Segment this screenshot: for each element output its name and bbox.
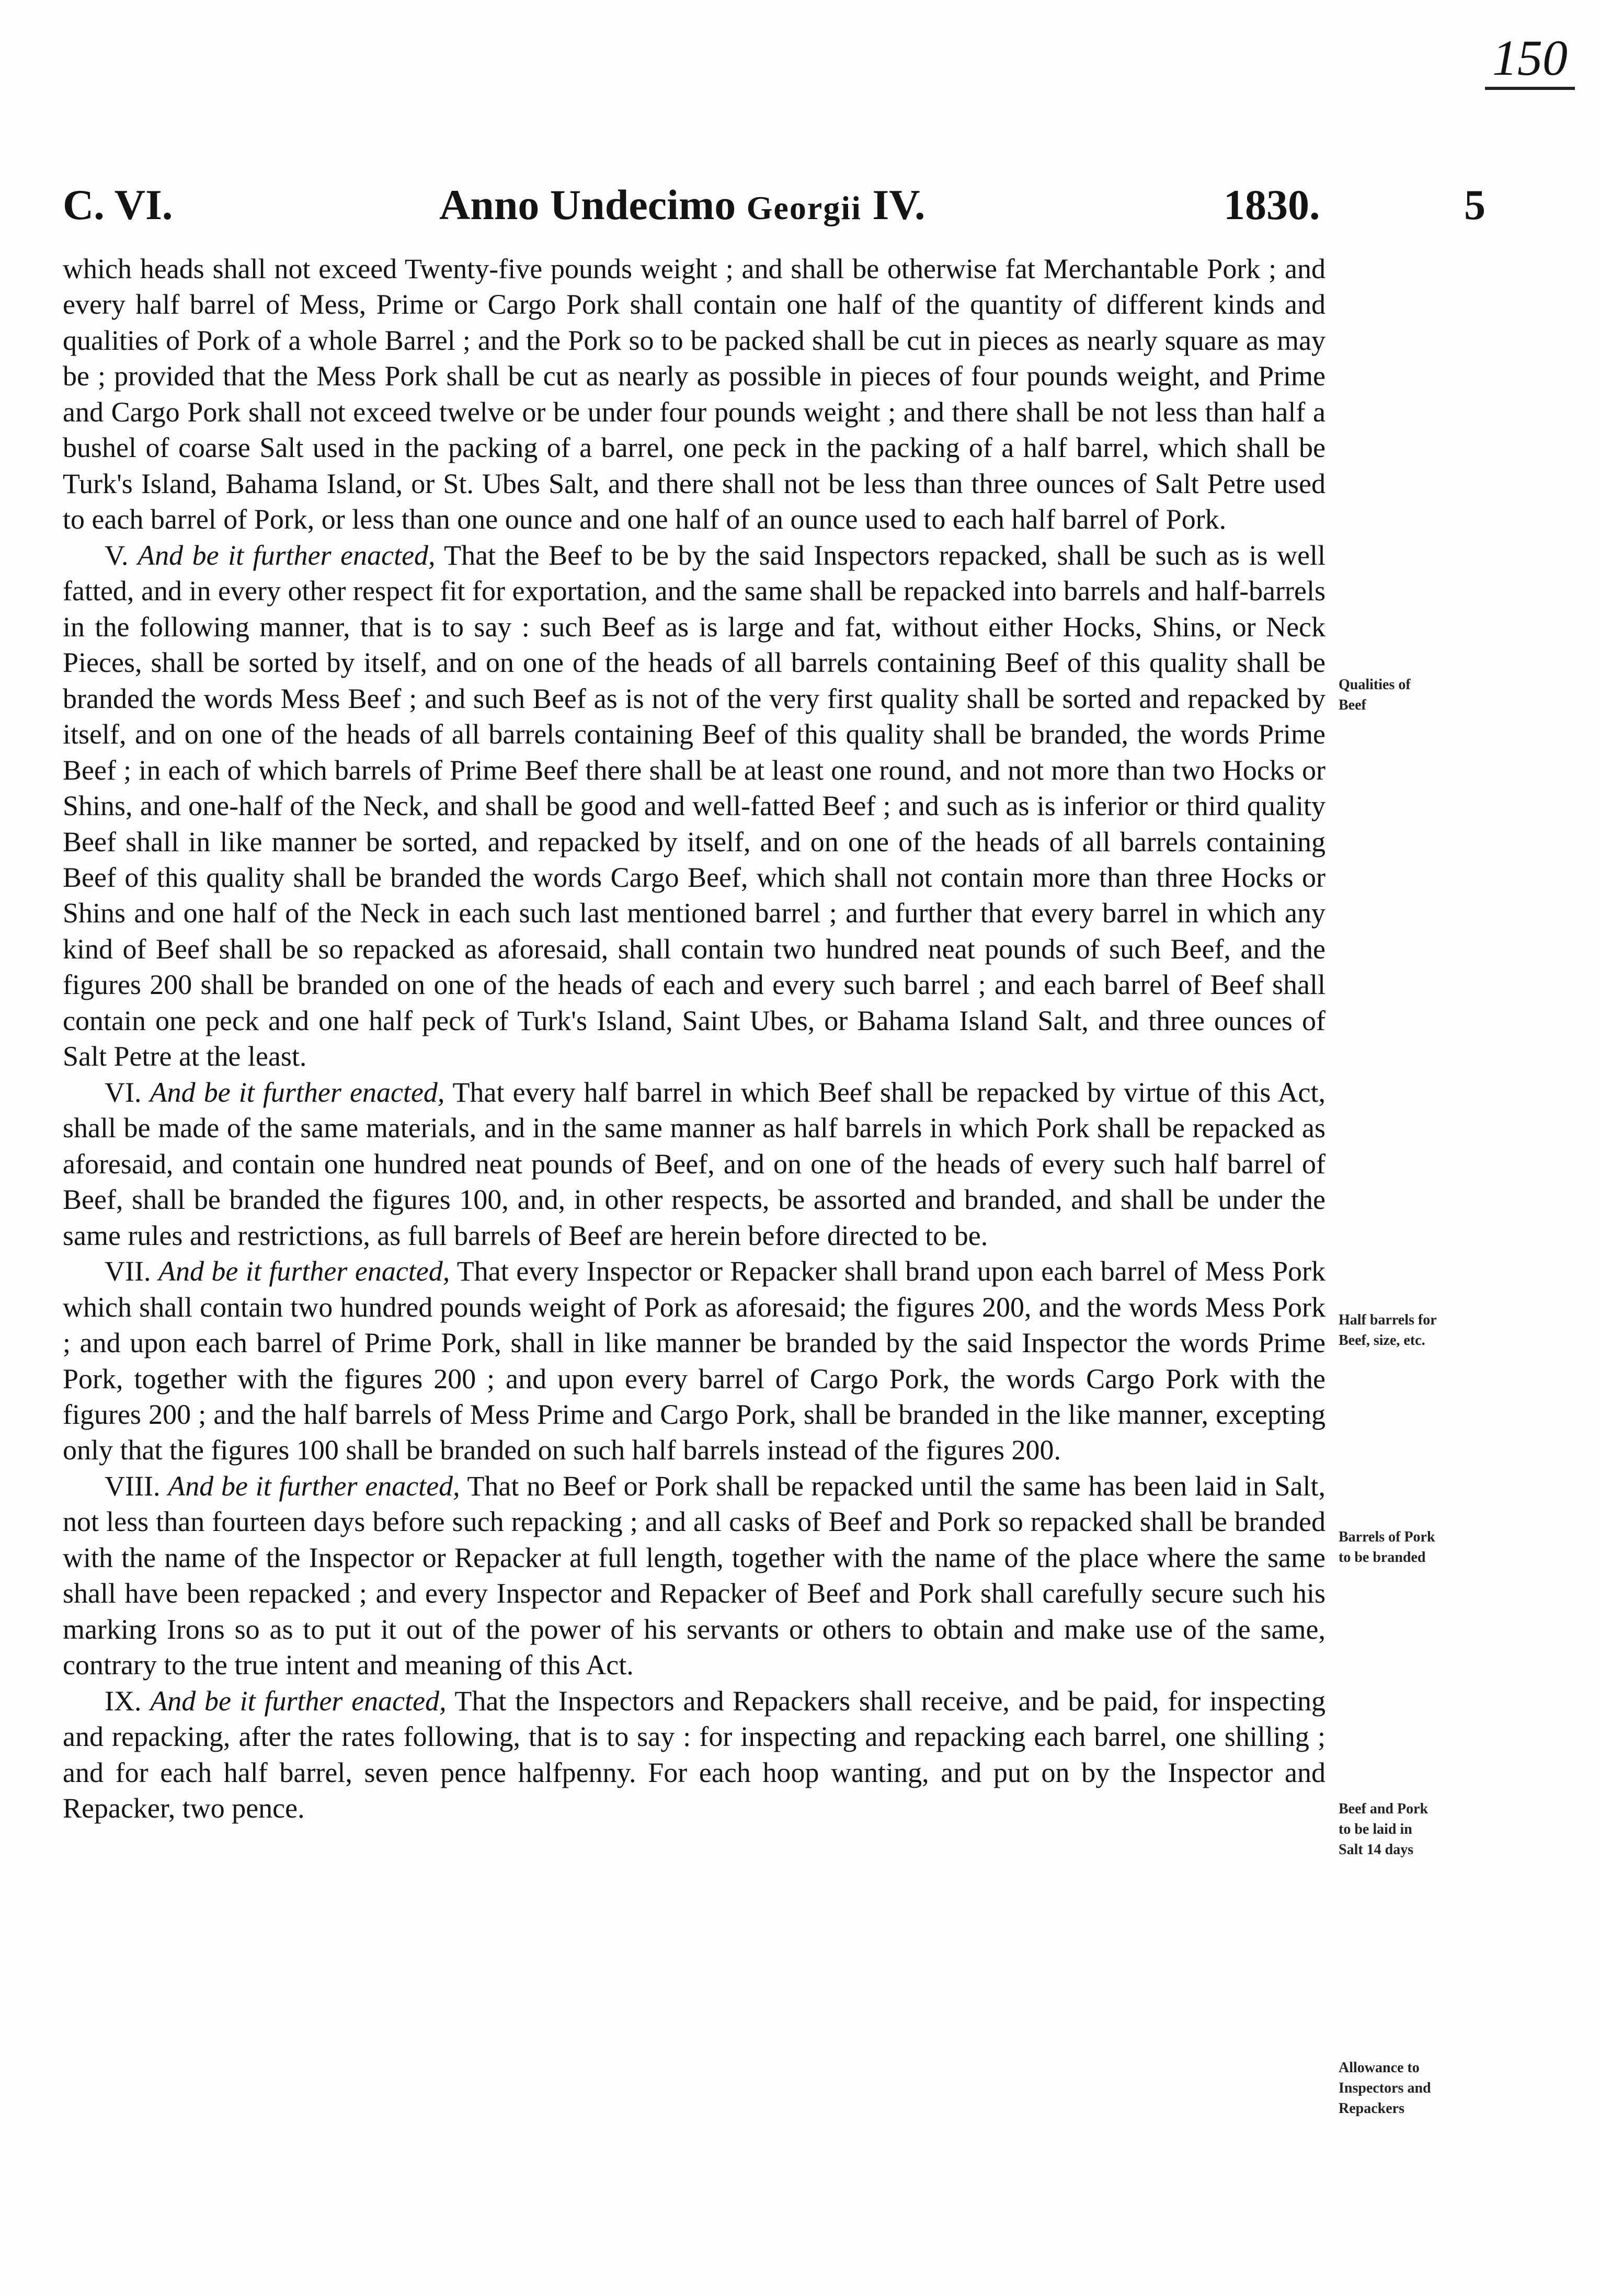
marginal-note-allowance (1339, 2058, 1495, 2119)
section-number: VIII. (105, 1470, 168, 1502)
note-line: Allowance to (1339, 2060, 1420, 2076)
note-line: Inspectors and (1339, 2080, 1431, 2097)
note-line: Beef, size, etc. (1339, 1332, 1425, 1349)
note-line: to be laid in (1339, 1821, 1412, 1838)
folio-number: 150 (1485, 29, 1575, 90)
section-6 (63, 1075, 1325, 1253)
marginal-note-half-barrels (1339, 1310, 1495, 1351)
section-number: VI. (105, 1076, 150, 1108)
enacting-clause: And be it further enacted, (150, 1076, 445, 1108)
year: 1830. (1224, 181, 1320, 229)
note-line: Barrels of Pork (1339, 1529, 1435, 1545)
note-line: Qualities of (1339, 677, 1411, 693)
section-number: V. (105, 539, 138, 571)
chapter-label: C. VI. (63, 181, 173, 229)
marginal-note-barrels-of-pork (1339, 1527, 1495, 1568)
section-number: IX. (105, 1685, 151, 1717)
paragraph-text: which heads shall not exceed Twenty-five pounds weight ; and shall be otherwise fat Merchantable Pork ; and every half barrel of Mess, Prime or Cargo Pork shall contain one half of the quantity of different kinds and qualities of Pork of a whole Barrel ; and the Pork so to be packed shall be cut in pieces as nearly square as may be ; provided that the Mess Pork shall be cut as nearly as possible in pieces of four pounds weight, and Prime and Cargo Pork shall not exceed twelve or be under four pounds weight ; and there shall be not less than half a bushel of coarse Salt used in the packing of a barrel, one peck in the packing of a half barrel, which shall be Turk's Island, Bahama Island, or St. Ubes Salt, and there shall not be less than three ounces of Salt Petre used to each barrel of Pork, or less than one ounce and one half of an ounce used to each half barrel of Pork. (63, 253, 1325, 535)
body-text (63, 251, 1325, 1826)
section-number: VII. (105, 1255, 158, 1287)
enacting-clause: And be it further enacted, (138, 539, 436, 571)
title-suffix: IV. (861, 181, 925, 229)
section-5 (63, 538, 1325, 1075)
enacting-clause: And be it further enacted, (158, 1255, 450, 1287)
enacting-clause: And be it further enacted, (150, 1685, 447, 1717)
section-7 (63, 1253, 1325, 1468)
act-title (439, 180, 925, 230)
title-prefix: Anno Undecimo (439, 181, 747, 229)
marginal-note-qualities (1339, 675, 1495, 715)
note-line: Half barrels for (1339, 1312, 1437, 1328)
page-number: 5 (1464, 181, 1485, 229)
paragraph-text: That the Beef to be by the said Inspectors repacked, shall be such as is well fatted, and in every other respect fit for exportation, and the same shall be repacked into barrels and half-barrels in the following manner, that is to say : such Beef as is large and fat, without either Hocks, Shins, or Neck Pieces, shall be sorted by itself, and on one of the heads of all barrels containing Beef of this quality shall be branded the words Mess Beef ; and such Beef as is not of the very first quality shall be sorted and repacked by itself, and on one of the heads of all barrels containing Beef of this quality shall be branded, the words Prime Beef ; in each of which barrels of Prime Beef there shall be at least one round, and not more than two Hocks or Shins, and one-half of the Neck, and shall be good and well-fatted Beef ; and such as is inferior or third quality Beef shall in like manner be sorted, and repacked by itself, and on one of the heads of all barrels containing Beef of this quality shall be branded the words Cargo Beef, which shall not contain more than three Hocks or Shins and one half of the Neck in each such last mentioned barrel ; and further that every barrel in which any kind of Beef shall be so repacked as aforesaid, shall contain two hundred neat pounds of such Beef, and the figures 200 shall be branded on one of the heads of each and every such barrel ; and each barrel of Beef shall contain one peck and one half peck of Turk's Island, Saint Ubes, or Bahama Island Salt, and three ounces of Salt Petre at the least. (63, 539, 1325, 1072)
paragraph-text: That every Inspector or Repacker shall brand upon each barrel of Mess Pork which shall contain two hundred pounds weight of Pork as aforesaid; the figures 200, and the words Mess Pork ; and upon each barrel of Prime Pork, shall in like manner be branded by the said Inspector the words Prime Pork, together with the figures 200 ; and upon every barrel of Cargo Pork, the words Cargo Pork with the figures 200 ; and the half barrels of Mess Prime and Cargo Pork, shall be branded in the like manner, excepting only that the figures 100 shall be branded on such half barrels instead of the figures 200. (63, 1255, 1325, 1466)
title-king: Georgii (746, 189, 862, 226)
section-9 (63, 1683, 1325, 1826)
note-line: Beef (1339, 697, 1366, 714)
marginal-note-salt (1339, 1799, 1495, 1860)
paragraph-text: That the Inspectors and Repackers shall receive, and be paid, for inspecting and repacking, after the rates following, that is to say : for inspecting and repacking each barrel, one shilling ; and for each half barrel, seven pence halfpenny. For each hoop wanting, and put on by the Inspector and Repacker, two pence. (63, 1685, 1325, 1824)
paragraph-text: That no Beef or Pork shall be repacked until the same has been laid in Salt, not less than fourteen days before such repacking ; and all casks of Beef and Pork so repacked shall be branded with the name of the Inspector or Repacker at full length, together with the name of the place where the same shall have been repacked ; and every Inspector and Repacker of Beef and Pork shall carefully secure such his marking Irons so as to put it out of the power of his servants or others to obtain and make use of the same, contrary to the true intent and meaning of this Act. (63, 1470, 1325, 1681)
paragraph-continuation (63, 251, 1325, 538)
paragraph-text: That every half barrel in which Beef shall be repacked by virtue of this Act, shall be made of the same materials, and in the same manner as half barrels in which Pork shall be repacked as aforesaid, and contain one hundred neat pounds of Beef, and on one of the heads of every such half barrel of Beef, shall be branded the figures 100, and, in other respects, be assorted and branded, and shall be under the same rules and restrictions, as full barrels of Beef are herein before directed to be. (63, 1076, 1325, 1251)
enacting-clause: And be it further enacted, (168, 1470, 460, 1502)
note-line: Beef and Pork (1339, 1801, 1428, 1817)
note-line: to be branded (1339, 1549, 1426, 1566)
note-line: Salt 14 days (1339, 1842, 1414, 1858)
note-line: Repackers (1339, 2100, 1404, 2117)
section-8 (63, 1468, 1325, 1683)
